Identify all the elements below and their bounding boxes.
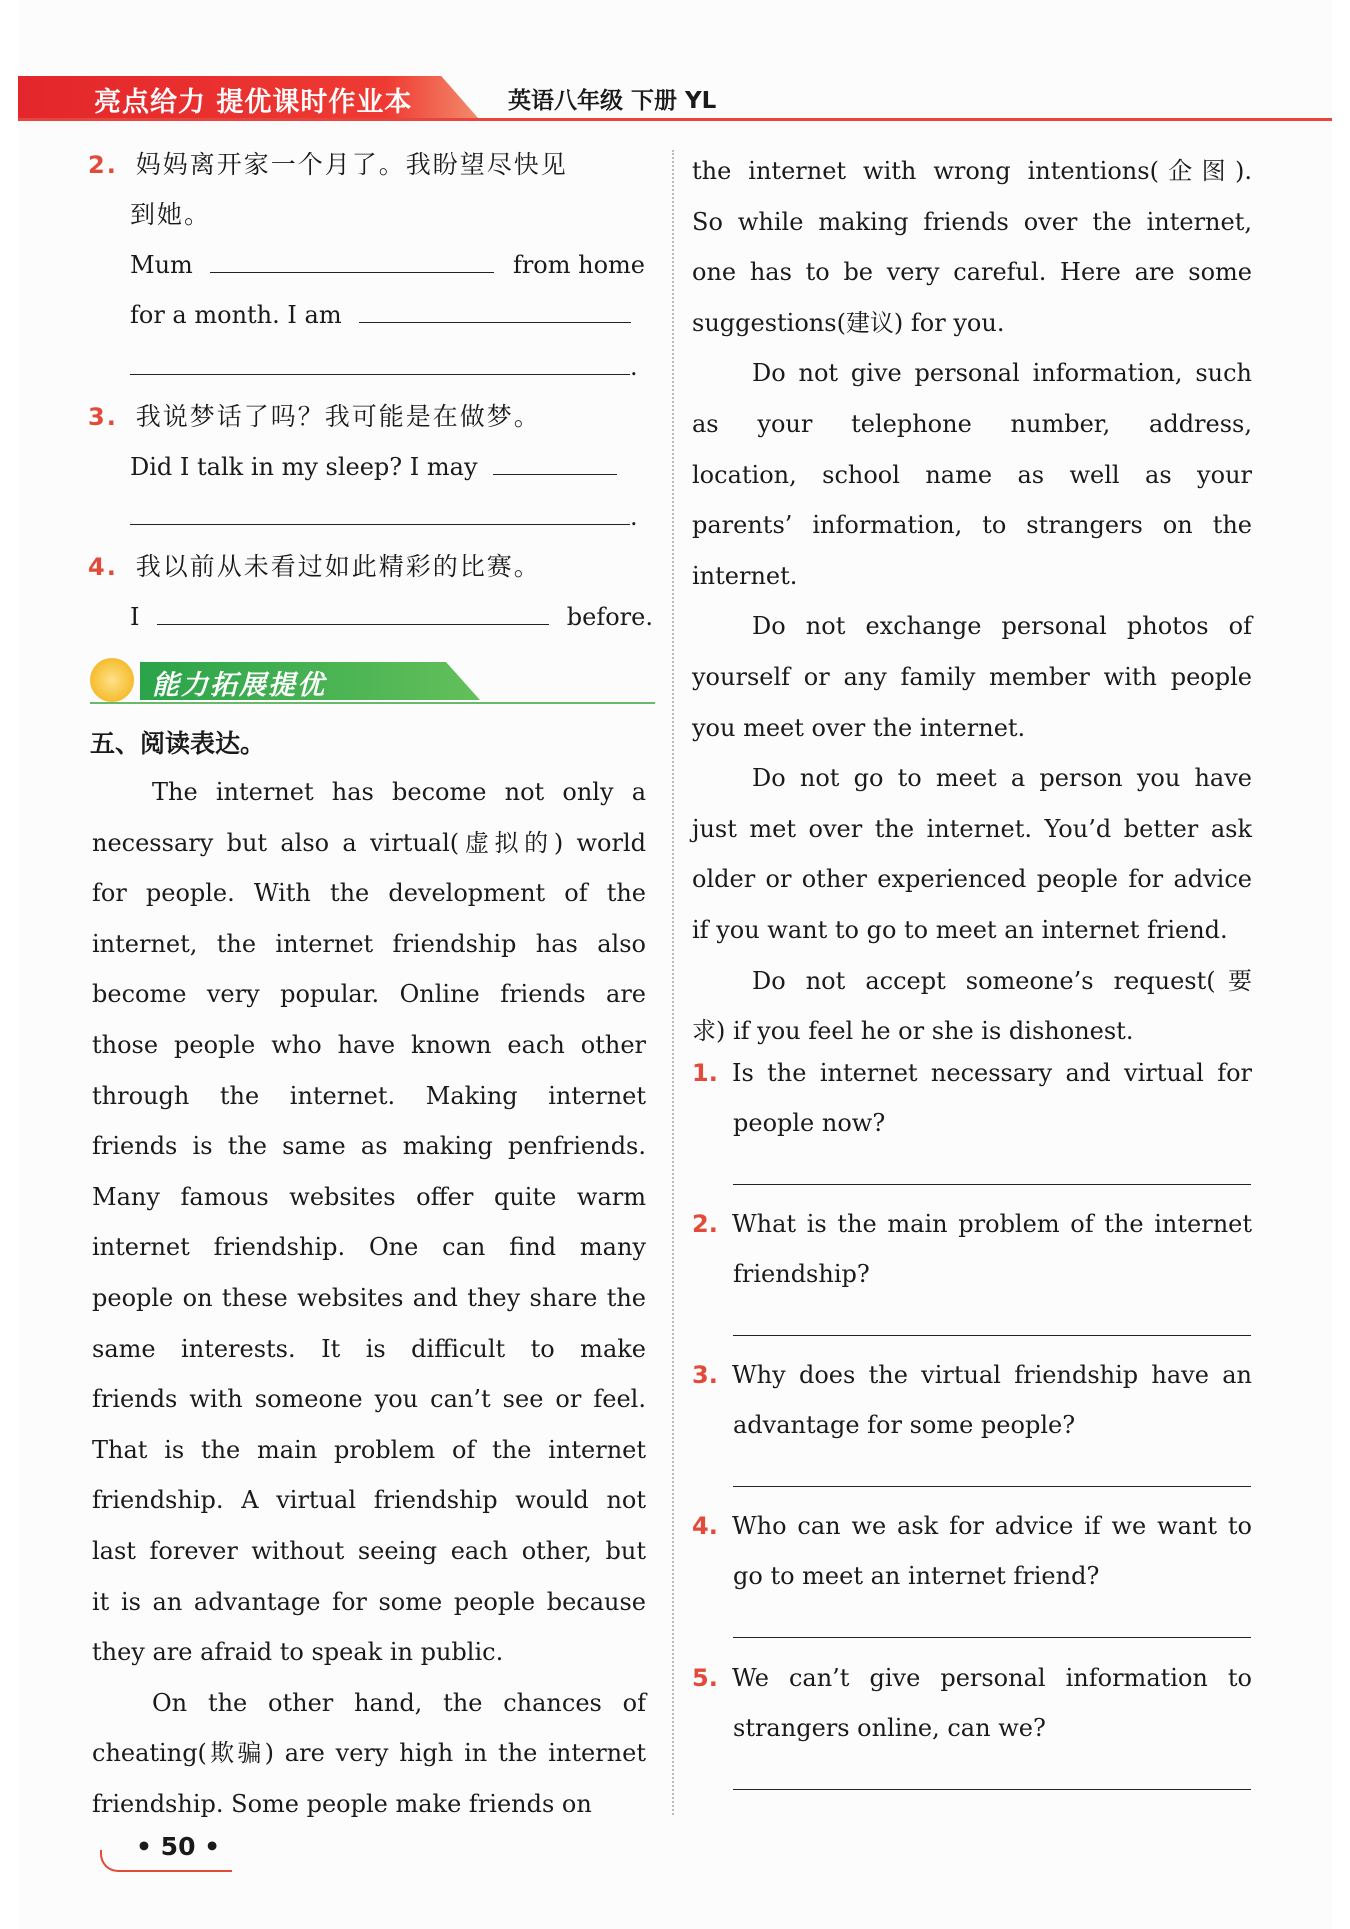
passage-line: yourself or any family member with people — [692, 662, 1252, 691]
passage-left — [92, 767, 646, 1829]
answer-line[interactable] — [733, 1637, 1251, 1638]
period: . — [630, 353, 638, 381]
section-banner — [90, 656, 655, 706]
period: . — [630, 503, 638, 531]
passage-line: last forever without seeing each other, but — [92, 1536, 646, 1565]
chinese-prompt-cont: 到她。 — [130, 200, 212, 229]
passage-line: people on these websites and they share the — [92, 1283, 646, 1312]
passage-line: Do not go to meet a person you have — [752, 764, 1252, 793]
passage-line: Do not exchange personal photos of — [752, 612, 1252, 641]
question-text-cont: strangers online, can we? — [733, 1714, 1046, 1742]
passage-line: necessary but also a virtual(虚拟的) world — [92, 828, 646, 857]
passage-line: Do not give personal information, such — [752, 359, 1252, 388]
sun-icon — [90, 658, 134, 702]
answer-blank[interactable] — [130, 350, 630, 375]
answer-blank[interactable] — [493, 450, 617, 475]
answer-blank[interactable] — [130, 500, 630, 525]
passage-line: older or other experienced people for advice — [692, 865, 1252, 894]
passage-line: the internet with wrong intentions(企图). — [692, 157, 1252, 185]
passage-line: So while making friends over the internet, — [692, 207, 1252, 236]
sentence-part: I — [130, 603, 140, 631]
sentence-part: before. — [566, 603, 653, 631]
passage-line: The internet has become not only a — [152, 778, 646, 806]
passage-line: location, school name as well as your — [692, 460, 1252, 489]
question-text: What is the main problem of the internet — [732, 1210, 1252, 1238]
passage-line: for people. With the development of the — [92, 879, 646, 908]
answer-line[interactable] — [733, 1789, 1251, 1790]
passage-line: friends with someone you can’t see or feel. — [92, 1385, 646, 1414]
sentence-part: for a month. I am — [130, 301, 342, 329]
sentence-part: from home — [512, 251, 645, 279]
passage-right — [692, 146, 1252, 1057]
passage-line: Do not accept someone’s request(要 — [752, 966, 1252, 995]
section-title: 五、阅读表达。 — [90, 729, 266, 758]
passage-line: through the internet. Making internet — [92, 1081, 646, 1110]
page-number: • 50 • — [136, 1832, 221, 1861]
question-number: 3. — [88, 403, 118, 431]
passage-line: as your telephone number, address, — [692, 409, 1252, 438]
passage-line: That is the main problem of the internet — [92, 1435, 646, 1464]
banner-rule — [90, 702, 655, 704]
banner-label: 能力拓展提优 — [152, 670, 326, 701]
page-footer — [100, 1832, 230, 1872]
header-rule — [18, 118, 1332, 121]
question-text-cont: people now? — [733, 1109, 886, 1137]
passage-line: you meet over the internet. — [692, 713, 1026, 742]
passage-line: internet. — [692, 561, 798, 590]
question-number: 3. — [692, 1361, 718, 1389]
answer-line[interactable] — [733, 1335, 1251, 1336]
question-text: Who can we ask for advice if we want to — [732, 1512, 1252, 1540]
passage-line: suggestions(建议) for you. — [692, 308, 1005, 337]
passage-line: Many famous websites offer quite warm — [92, 1182, 646, 1211]
question-number: 5. — [692, 1664, 718, 1692]
page-header — [18, 76, 1332, 120]
question-number: 1. — [692, 1059, 718, 1087]
chinese-prompt: 妈妈离开家一个月了。我盼望尽快见 — [135, 150, 568, 179]
question-text: Is the internet necessary and virtual for — [732, 1059, 1252, 1087]
question-number: 2. — [88, 151, 118, 179]
question-text-cont: friendship? — [733, 1260, 870, 1288]
answer-blank[interactable] — [157, 600, 549, 625]
passage-line: cheating(欺骗) are very high in the internet — [92, 1739, 646, 1768]
sentence-part: Did I talk in my sleep? I may — [130, 453, 478, 481]
passage-line: parents’ information, to strangers on the — [692, 511, 1252, 540]
answer-line[interactable] — [733, 1184, 1251, 1185]
answer-blank[interactable] — [210, 248, 494, 273]
passage-line: if you want to go to meet an internet friend. — [692, 915, 1228, 944]
sentence-part: Mum — [130, 251, 193, 279]
passage-line: become very popular. Online friends are — [92, 980, 646, 1009]
passage-line: those people who have known each other — [92, 1030, 646, 1059]
passage-line: they are afraid to speak in public. — [92, 1638, 504, 1667]
passage-line: it is an advantage for some people because — [92, 1587, 646, 1616]
chinese-prompt: 我说梦话了吗？我可能是在做梦。 — [135, 402, 541, 431]
passage-line: friendship. Some people make friends on — [92, 1789, 592, 1818]
passage-line: friends is the same as making penfriends. — [92, 1132, 646, 1161]
question-number: 4. — [692, 1512, 718, 1540]
passage-line: same interests. It is difficult to make — [92, 1334, 646, 1363]
passage-line: internet friendship. One can find many — [92, 1233, 646, 1262]
question-text-cont: go to meet an internet friend? — [733, 1562, 1100, 1590]
passage-line: just met over the internet. You’d better ask — [692, 814, 1252, 843]
question-number: 2. — [692, 1210, 718, 1238]
passage-line: internet, the internet friendship has also — [92, 929, 646, 958]
passage-line: On the other hand, the chances of — [152, 1688, 646, 1717]
chinese-prompt: 我以前从未看过如此精彩的比赛。 — [135, 552, 541, 581]
question-text-cont: advantage for some people? — [733, 1411, 1076, 1439]
question-text: We can’t give personal information to — [732, 1664, 1252, 1692]
passage-line: 求) if you feel he or she is dishonest. — [692, 1017, 1134, 1046]
question-number: 4. — [88, 553, 118, 581]
passage-line: one has to be very careful. Here are some — [692, 258, 1252, 287]
question-text: Why does the virtual friendship have an — [732, 1361, 1252, 1389]
answer-blank[interactable] — [359, 298, 631, 323]
passage-line: friendship. A virtual friendship would not — [92, 1486, 646, 1515]
book-info: 英语八年级 下册 YL — [508, 88, 717, 114]
column-divider — [672, 150, 674, 1815]
series-title: 亮点给力 提优课时作业本 — [94, 87, 413, 118]
answer-line[interactable] — [733, 1486, 1251, 1487]
